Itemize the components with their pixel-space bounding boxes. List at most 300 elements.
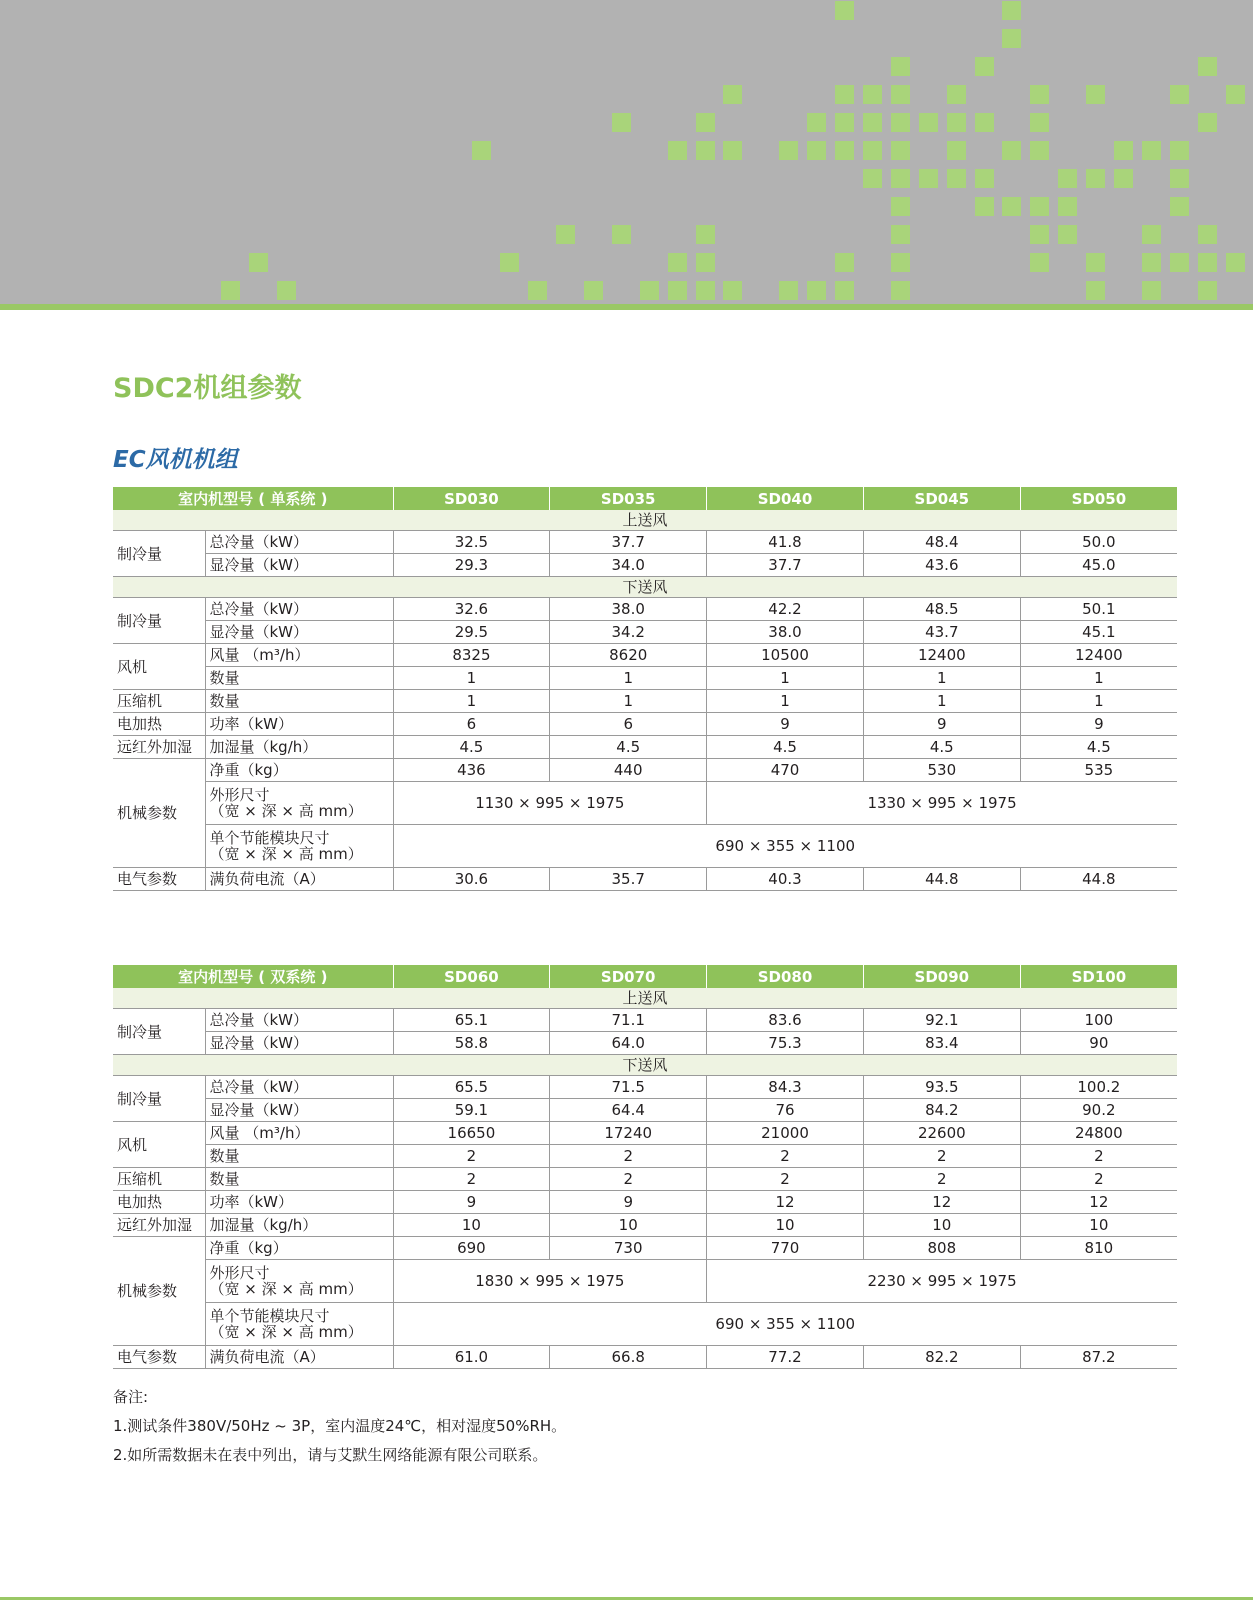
cell: 61.0 (393, 1346, 550, 1369)
cell: 37.7 (707, 554, 864, 577)
cell: 810 (1020, 1237, 1177, 1260)
row-label-line: （宽 × 深 × 高 mm） (209, 1280, 363, 1298)
cell: 41.8 (707, 531, 864, 554)
header-model-label: 室内机型号 ( 单系统 ) (113, 487, 393, 510)
cell: 48.4 (863, 531, 1020, 554)
banner-square (1198, 57, 1217, 76)
banner-square (779, 141, 798, 160)
cell: 2 (393, 1168, 550, 1191)
row-label: 满负荷电流（A） (205, 1346, 393, 1369)
cell: 12400 (863, 644, 1020, 667)
row-label: 功率（kW） (205, 1191, 393, 1214)
row-label-line: 外形尺寸 (209, 786, 270, 804)
section-label-up: 上送风 (113, 510, 1177, 531)
banner-square (947, 141, 966, 160)
banner-square (221, 281, 240, 300)
cell: 43.7 (863, 621, 1020, 644)
header-model: SD035 (550, 487, 707, 510)
cell: 12400 (1020, 644, 1177, 667)
group-label: 风机 (113, 1122, 205, 1168)
cell: 10 (707, 1214, 864, 1237)
table-row (113, 1303, 1177, 1346)
banner-square (723, 85, 742, 104)
cell: 9 (1020, 713, 1177, 736)
banner-square (975, 57, 994, 76)
banner-square (1002, 29, 1021, 48)
page-title: SDC2机组参数 (113, 373, 302, 404)
cell: 2 (863, 1145, 1020, 1168)
cell: 6 (393, 713, 550, 736)
row-label (205, 825, 393, 868)
banner-square (1030, 141, 1049, 160)
cell: 44.8 (1020, 868, 1177, 891)
group-label: 风机 (113, 644, 205, 690)
cell: 71.5 (550, 1076, 707, 1099)
banner-square (640, 281, 659, 300)
cell: 35.7 (550, 868, 707, 891)
banner-square (1002, 141, 1021, 160)
spec-table-single-system (113, 487, 1177, 891)
cell: 436 (393, 759, 550, 782)
banner-square (891, 57, 910, 76)
cell: 37.7 (550, 531, 707, 554)
banner-square (723, 281, 742, 300)
banner-square (668, 141, 687, 160)
note-line: 1.测试条件380V/50Hz ~ 3P，室内温度24℃，相对湿度50%RH。 (113, 1417, 567, 1435)
banner-square (919, 169, 938, 188)
banner-square (863, 169, 882, 188)
banner-square (1058, 197, 1077, 216)
table-row (113, 1099, 1177, 1122)
row-label-line: （宽 × 深 × 高 mm） (209, 845, 363, 863)
header-model: SD060 (393, 965, 550, 988)
banner-square (1030, 113, 1049, 132)
cell: 9 (707, 713, 864, 736)
cell: 1130 × 995 × 1975 (393, 782, 707, 825)
banner-square (696, 141, 715, 160)
cell: 17240 (550, 1122, 707, 1145)
cell: 64.0 (550, 1032, 707, 1055)
cell: 2 (393, 1145, 550, 1168)
row-label: 总冷量（kW） (205, 1009, 393, 1032)
group-label: 制冷量 (113, 1076, 205, 1122)
banner-square (1226, 85, 1245, 104)
banner-square (835, 1, 854, 20)
section-row (113, 510, 1177, 531)
cell: 83.6 (707, 1009, 864, 1032)
section-row (113, 577, 1177, 598)
banner-square (975, 169, 994, 188)
cell: 42.2 (707, 598, 864, 621)
table-row (113, 1237, 1177, 1260)
cell: 84.3 (707, 1076, 864, 1099)
cell: 24800 (1020, 1122, 1177, 1145)
header-model-label: 室内机型号 ( 双系统 ) (113, 965, 393, 988)
banner-square (975, 197, 994, 216)
cell: 40.3 (707, 868, 864, 891)
banner-square (947, 85, 966, 104)
cell: 16650 (393, 1122, 550, 1145)
cell: 1 (550, 667, 707, 690)
row-label: 数量 (205, 1145, 393, 1168)
header-model: SD030 (393, 487, 550, 510)
header-banner (0, 0, 1253, 304)
cell: 2 (707, 1168, 864, 1191)
banner-square (1058, 225, 1077, 244)
cell: 21000 (707, 1122, 864, 1145)
table-row (113, 1260, 1177, 1303)
banner-square (612, 113, 631, 132)
cell: 59.1 (393, 1099, 550, 1122)
cell: 530 (863, 759, 1020, 782)
cell: 690 (393, 1237, 550, 1260)
banner-square (696, 253, 715, 272)
row-label: 显冷量（kW） (205, 621, 393, 644)
row-label: 显冷量（kW） (205, 1099, 393, 1122)
table-row (113, 1032, 1177, 1055)
banner-square (891, 197, 910, 216)
cell: 4.5 (707, 736, 864, 759)
banner-square (891, 281, 910, 300)
cell: 30.6 (393, 868, 550, 891)
banner-square (891, 169, 910, 188)
cell: 100.2 (1020, 1076, 1177, 1099)
cell: 50.0 (1020, 531, 1177, 554)
cell: 38.0 (550, 598, 707, 621)
cell: 32.6 (393, 598, 550, 621)
cell: 10 (550, 1214, 707, 1237)
cell: 535 (1020, 759, 1177, 782)
banner-square (696, 281, 715, 300)
cell: 2 (550, 1168, 707, 1191)
cell: 90 (1020, 1032, 1177, 1055)
banner-square (975, 113, 994, 132)
spec-table-dual-system (113, 965, 1177, 1369)
banner-square (1142, 253, 1161, 272)
cell: 9 (393, 1191, 550, 1214)
table-row (113, 1076, 1177, 1099)
banner-square (835, 281, 854, 300)
cell: 84.2 (863, 1099, 1020, 1122)
group-label: 制冷量 (113, 531, 205, 577)
cell: 100 (1020, 1009, 1177, 1032)
cell: 1 (707, 667, 864, 690)
section-row (113, 1055, 1177, 1076)
cell: 83.4 (863, 1032, 1020, 1055)
row-label: 净重（kg） (205, 759, 393, 782)
cell: 440 (550, 759, 707, 782)
cell: 808 (863, 1237, 1020, 1260)
notes-heading: 备注: (113, 1388, 149, 1406)
banner-square (1198, 253, 1217, 272)
cell: 10 (1020, 1214, 1177, 1237)
table-row (113, 1191, 1177, 1214)
banner-square (1030, 225, 1049, 244)
banner-square (584, 281, 603, 300)
row-label: 加湿量（kg/h） (205, 1214, 393, 1237)
banner-square (835, 113, 854, 132)
row-label (205, 1303, 393, 1346)
group-label: 压缩机 (113, 1168, 205, 1191)
table-row (113, 1122, 1177, 1145)
cell: 10 (863, 1214, 1020, 1237)
banner-square (723, 141, 742, 160)
banner-square (863, 85, 882, 104)
cell: 9 (550, 1191, 707, 1214)
row-label: 总冷量（kW） (205, 1076, 393, 1099)
header-model: SD050 (1020, 487, 1177, 510)
cell: 92.1 (863, 1009, 1020, 1032)
row-label-line: （宽 × 深 × 高 mm） (209, 1323, 363, 1341)
banner-square (668, 281, 687, 300)
cell: 34.2 (550, 621, 707, 644)
header-model: SD080 (707, 965, 864, 988)
header-model: SD100 (1020, 965, 1177, 988)
banner-square (696, 225, 715, 244)
banner-square (807, 281, 826, 300)
cell: 32.5 (393, 531, 550, 554)
cell: 4.5 (863, 736, 1020, 759)
cell: 58.8 (393, 1032, 550, 1055)
cell: 77.2 (707, 1346, 864, 1369)
cell: 90.2 (1020, 1099, 1177, 1122)
row-label: 加湿量（kg/h） (205, 736, 393, 759)
banner-square (1030, 253, 1049, 272)
section-subtitle: EC风机机组 (113, 447, 238, 473)
table-row (113, 531, 1177, 554)
group-label: 电加热 (113, 1191, 205, 1214)
cell: 10500 (707, 644, 864, 667)
row-label: 数量 (205, 690, 393, 713)
banner-square (1142, 281, 1161, 300)
banner-square (1030, 197, 1049, 216)
banner-square (891, 253, 910, 272)
row-label (205, 782, 393, 825)
table-row (113, 868, 1177, 891)
table-row (113, 1009, 1177, 1032)
cell: 43.6 (863, 554, 1020, 577)
group-label: 电气参数 (113, 868, 205, 891)
table-row (113, 621, 1177, 644)
banner-square (249, 253, 268, 272)
table-row (113, 782, 1177, 825)
banner-square (807, 141, 826, 160)
banner-square (1002, 1, 1021, 20)
banner-square (1198, 113, 1217, 132)
cell: 75.3 (707, 1032, 864, 1055)
header-model: SD040 (707, 487, 864, 510)
banner-square (947, 113, 966, 132)
banner-square (779, 281, 798, 300)
cell: 48.5 (863, 598, 1020, 621)
cell: 1 (863, 690, 1020, 713)
group-label: 制冷量 (113, 1009, 205, 1055)
group-label: 机械参数 (113, 1237, 205, 1346)
cell: 6 (550, 713, 707, 736)
cell: 690 × 355 × 1100 (393, 825, 1177, 868)
row-label (205, 1260, 393, 1303)
banner-square (1086, 281, 1105, 300)
banner-square (863, 141, 882, 160)
cell: 45.0 (1020, 554, 1177, 577)
cell: 2230 × 995 × 1975 (707, 1260, 1177, 1303)
cell: 4.5 (393, 736, 550, 759)
cell: 2 (707, 1145, 864, 1168)
table-row (113, 1214, 1177, 1237)
row-label-line: （宽 × 深 × 高 mm） (209, 802, 363, 820)
cell: 93.5 (863, 1076, 1020, 1099)
header-model: SD045 (863, 487, 1020, 510)
row-label-line: 外形尺寸 (209, 1264, 270, 1282)
cell: 29.3 (393, 554, 550, 577)
banner-square (277, 281, 296, 300)
table-row (113, 554, 1177, 577)
banner-square (1086, 85, 1105, 104)
section-label-up: 上送风 (113, 988, 1177, 1009)
cell: 12 (863, 1191, 1020, 1214)
banner-square (556, 225, 575, 244)
banner-square (891, 141, 910, 160)
header-model: SD070 (550, 965, 707, 988)
group-label: 电气参数 (113, 1346, 205, 1369)
banner-square (1198, 225, 1217, 244)
cell: 2 (1020, 1145, 1177, 1168)
banner-green-stripe (0, 304, 1253, 310)
row-label: 总冷量（kW） (205, 531, 393, 554)
table-row (113, 1168, 1177, 1191)
banner-square (472, 141, 491, 160)
banner-square (891, 113, 910, 132)
cell: 64.4 (550, 1099, 707, 1122)
cell: 22600 (863, 1122, 1020, 1145)
table-row (113, 713, 1177, 736)
notes (113, 1388, 566, 1475)
row-label: 满负荷电流（A） (205, 868, 393, 891)
cell: 1 (393, 667, 550, 690)
banner-square (919, 113, 938, 132)
row-label: 数量 (205, 1168, 393, 1191)
table-row (113, 644, 1177, 667)
banner-square (863, 113, 882, 132)
banner-square (612, 225, 631, 244)
banner-square (1086, 253, 1105, 272)
cell: 690 × 355 × 1100 (393, 1303, 1177, 1346)
section-label-down: 下送风 (113, 577, 1177, 598)
cell: 65.1 (393, 1009, 550, 1032)
table-row (113, 825, 1177, 868)
cell: 8620 (550, 644, 707, 667)
banner-square (1170, 169, 1189, 188)
cell: 730 (550, 1237, 707, 1260)
cell: 38.0 (707, 621, 864, 644)
row-label-line: 单个节能模块尺寸 (209, 1307, 330, 1325)
banner-square (1198, 281, 1217, 300)
banner-square (1170, 141, 1189, 160)
group-label: 压缩机 (113, 690, 205, 713)
row-label: 数量 (205, 667, 393, 690)
row-label-line: 单个节能模块尺寸 (209, 829, 330, 847)
cell: 1 (1020, 667, 1177, 690)
cell: 770 (707, 1237, 864, 1260)
cell: 1 (1020, 690, 1177, 713)
cell: 87.2 (1020, 1346, 1177, 1369)
cell: 1 (707, 690, 864, 713)
cell: 71.1 (550, 1009, 707, 1032)
cell: 29.5 (393, 621, 550, 644)
banner-square (1226, 253, 1245, 272)
cell: 45.1 (1020, 621, 1177, 644)
cell: 2 (863, 1168, 1020, 1191)
group-label: 制冷量 (113, 598, 205, 644)
cell: 82.2 (863, 1346, 1020, 1369)
table-header-row (113, 487, 1177, 510)
row-label: 显冷量（kW） (205, 1032, 393, 1055)
banner-square (1086, 169, 1105, 188)
cell: 4.5 (1020, 736, 1177, 759)
cell: 1 (550, 690, 707, 713)
row-label: 总冷量（kW） (205, 598, 393, 621)
row-label: 净重（kg） (205, 1237, 393, 1260)
banner-square (1170, 253, 1189, 272)
banner-square (500, 253, 519, 272)
banner-square (835, 85, 854, 104)
table-row (113, 1145, 1177, 1168)
banner-square (1170, 85, 1189, 104)
table-row (113, 736, 1177, 759)
section-label-down: 下送风 (113, 1055, 1177, 1076)
group-label: 远红外加湿 (113, 736, 205, 759)
row-label: 功率（kW） (205, 713, 393, 736)
row-label: 风量 （m³/h） (205, 1122, 393, 1145)
cell: 1830 × 995 × 1975 (393, 1260, 707, 1303)
cell: 4.5 (550, 736, 707, 759)
banner-square (891, 225, 910, 244)
group-label: 远红外加湿 (113, 1214, 205, 1237)
cell: 12 (1020, 1191, 1177, 1214)
cell: 65.5 (393, 1076, 550, 1099)
table-row (113, 667, 1177, 690)
banner-square (1002, 197, 1021, 216)
banner-square (807, 113, 826, 132)
banner-square (528, 281, 547, 300)
cell: 470 (707, 759, 864, 782)
section-row (113, 988, 1177, 1009)
cell: 1 (393, 690, 550, 713)
banner-square (1142, 141, 1161, 160)
group-label: 电加热 (113, 713, 205, 736)
banner-square (1114, 141, 1133, 160)
banner-square (668, 253, 687, 272)
banner-square (1058, 169, 1077, 188)
cell: 9 (863, 713, 1020, 736)
table-row (113, 759, 1177, 782)
cell: 66.8 (550, 1346, 707, 1369)
row-label: 显冷量（kW） (205, 554, 393, 577)
cell: 1330 × 995 × 1975 (707, 782, 1177, 825)
table-row (113, 690, 1177, 713)
group-label: 机械参数 (113, 759, 205, 868)
banner-square (891, 85, 910, 104)
cell: 76 (707, 1099, 864, 1122)
cell: 8325 (393, 644, 550, 667)
banner-square (696, 113, 715, 132)
table-row (113, 598, 1177, 621)
note-line: 2.如所需数据未在表中列出，请与艾默生网络能源有限公司联系。 (113, 1446, 548, 1464)
table-row (113, 1346, 1177, 1369)
banner-square (1114, 169, 1133, 188)
banner-square (835, 141, 854, 160)
banner-square (947, 169, 966, 188)
